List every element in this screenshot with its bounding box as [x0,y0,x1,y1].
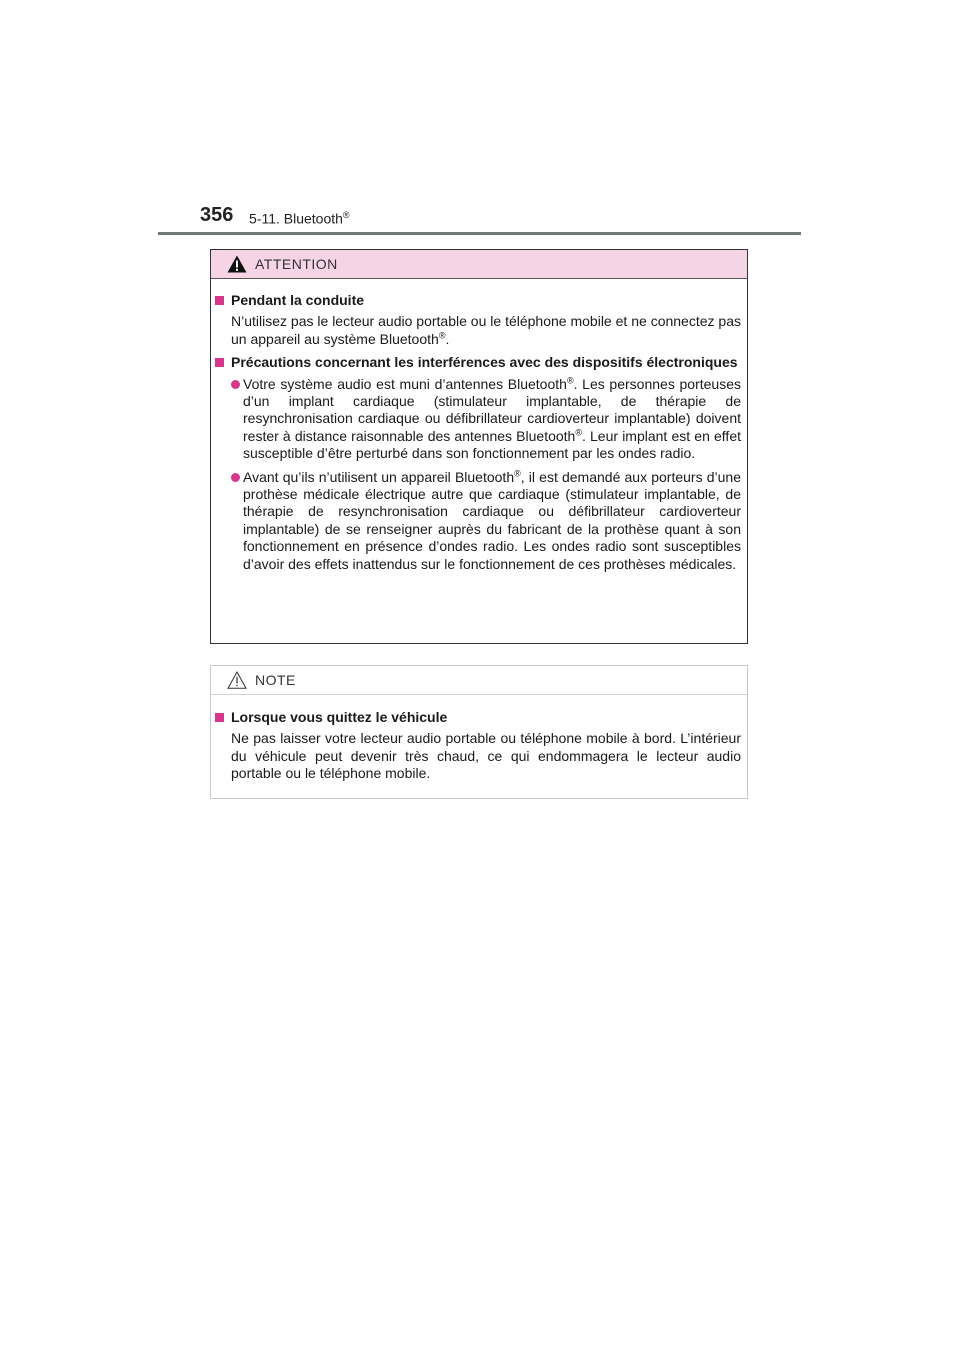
registered-mark: ® [438,330,446,341]
item-text-part: N’utilisez pas le lecteur audio portable ou le téléphone mobile et ne connectez pas un appareil au système Bluetooth [231,313,741,347]
warning-icon [227,255,247,273]
registered-mark: ® [514,468,521,478]
square-bullet-icon [215,358,224,367]
square-bullet-icon [215,296,224,305]
section-title-text: 5-11. Bluetooth [249,210,343,227]
item-heading [215,354,741,371]
registered-mark: ® [342,210,350,220]
attention-item-interference [215,354,741,573]
bullet-text-part: Avant qu’ils n’utilisent un appareil Bluetooth [243,468,515,485]
square-bullet-icon [215,713,224,722]
item-text-part: . [445,330,450,347]
item-heading-text: Précautions concernant les interférences avec des dispositifs électroniques [231,354,738,371]
registered-mark: ® [566,374,574,385]
item-heading [215,292,741,309]
bullet-item [215,469,741,573]
caution-outline-icon [227,671,247,689]
note-body [211,695,747,783]
note-title: NOTE [255,672,296,688]
attention-title: ATTENTION [255,256,338,272]
bullet-item [215,376,741,463]
bullet-text-part: , il est demandé aux porteurs d’une prothèse médicale électrique autre que cardiaque (stimulateur implantable, de thérapie de resynchronisation cardiaque ou défibrillateur cardioverteur implantable) de se renseigner auprès du fabricant de la prothèse quant à son fonctionnement en présence d’ondes radio. Les ondes radio sont susceptibles d’avoir des effets inattendus sur le fonctionnement de ces prothèses médicales. [243,468,741,572]
section-title [249,210,350,227]
note-header [211,666,747,695]
note-box [210,665,748,799]
attention-item-driving [215,292,741,348]
item-heading [215,709,741,726]
item-text: Ne pas laisser votre lecteur audio portable ou téléphone mobile à bord. L’intérieur du véhicule peut devenir très chaud, ce qui endommagera le lecteur audio portable ou le téléphone mobile. [231,730,741,782]
attention-header [211,250,747,279]
attention-box [210,249,748,644]
round-bullet-icon [231,473,240,482]
item-text [215,313,741,348]
item-heading-text: Pendant la conduite [231,292,365,308]
header-rule [158,232,801,235]
page-header [200,204,802,234]
note-item-leaving-vehicle [215,709,741,783]
item-heading-text: Lorsque vous quittez le véhicule [231,709,448,725]
page-number: 356 [200,204,234,226]
registered-mark: ® [575,427,582,438]
attention-body [211,279,747,573]
round-bullet-icon [231,380,240,389]
bullet-text-part: Votre système audio est muni d’antennes Bluetooth [243,375,567,392]
bullet-text-part: . Les personnes porteuses d’un implant cardiaque (stimulateur implantable, de thérapie de resynchronisation cardiaque ou défibrillateur cardioverteur implantable) doivent rester à distance raisonnable des antennes Bluetooth [243,375,741,444]
bullet-text-part: . Leur implant est en effet susceptible d’être perturbé dans son fonctionnement par les ondes radio. [243,427,742,462]
